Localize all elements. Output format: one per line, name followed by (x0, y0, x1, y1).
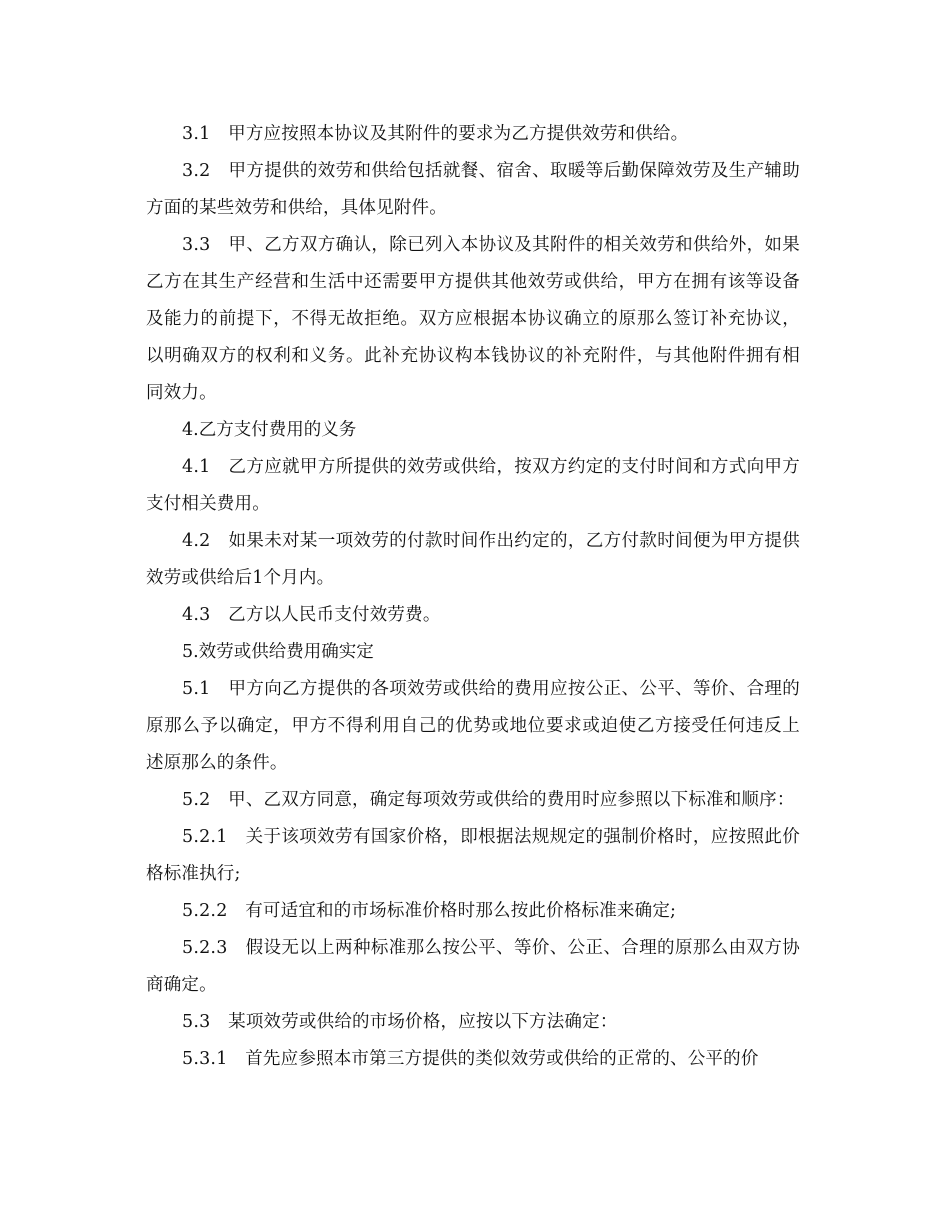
clause-4-2: 4.2 如果未对某一项效劳的付款时间作出约定的，乙方付款时间便为甲方提供效劳或供给后1个月内。 (146, 531, 800, 588)
clause-5-1: 5.1 甲方向乙方提供的各项效劳或供给的费用应按公正、公平、等价、合理的原那么予以确定，甲方不得利用自己的优势或地位要求或迫使乙方接受任何违反上述原那么的条件。 (146, 679, 800, 773)
clause-5-2: 5.2 甲、乙双方同意，确定每项效劳或供给的费用时应参照以下标准和顺序： (182, 790, 795, 810)
section-heading-5: 5.效劳或供给费用确实定 (182, 642, 374, 662)
clause-4-1: 4.1 乙方应就甲方所提供的效劳或供给，按双方约定的支付时间和方式向甲方支付相关费用。 (146, 457, 800, 514)
clause-3-1: 3.1 甲方应按照本协议及其附件的要求为乙方提供效劳和供给。 (182, 124, 689, 144)
clause-3-2: 3.2 甲方提供的效劳和供给包括就餐、宿舍、取暖等后勤保障效劳及生产辅助方面的某些效劳和供给，具体见附件。 (146, 161, 800, 218)
clause-5-3: 5.3 某项效劳或供给的市场价格，应按以下方法确定： (182, 1012, 618, 1032)
clause-5-3-1: 5.3.1 首先应参照本市第三方提供的类似效劳或供给的正常的、公平的价 (182, 1049, 759, 1069)
section-heading-4: 4.乙方支付费用的义务 (182, 420, 357, 440)
clause-5-2-3: 5.2.3 假设无以上两种标准那么按公平、等价、公正、合理的原那么由双方协商确定。 (146, 938, 800, 995)
clause-4-3: 4.3 乙方以人民币支付效劳费。 (182, 605, 441, 625)
clause-5-2-1: 5.2.1 关于该项效劳有国家价格，即根据法规规定的强制价格时，应按照此价格标准执行; (146, 827, 800, 884)
clause-3-3: 3.3 甲、乙方双方确认，除已列入本协议及其附件的相关效劳和供给外，如果乙方在其生产经营和生活中还需要甲方提供其他效劳或供给，甲方在拥有该等设备及能力的前提下，不得无故拒绝。双方应根据本协议确立的原那么签订补充协议，以明确双方的权利和义务。此补充协议构本钱协议的补充附件，与其他附件拥有相同效力。 (146, 235, 800, 403)
clause-5-2-2: 5.2.2 有可适宜和的市场标准价格时那么按此价格标准来确定; (182, 901, 677, 921)
